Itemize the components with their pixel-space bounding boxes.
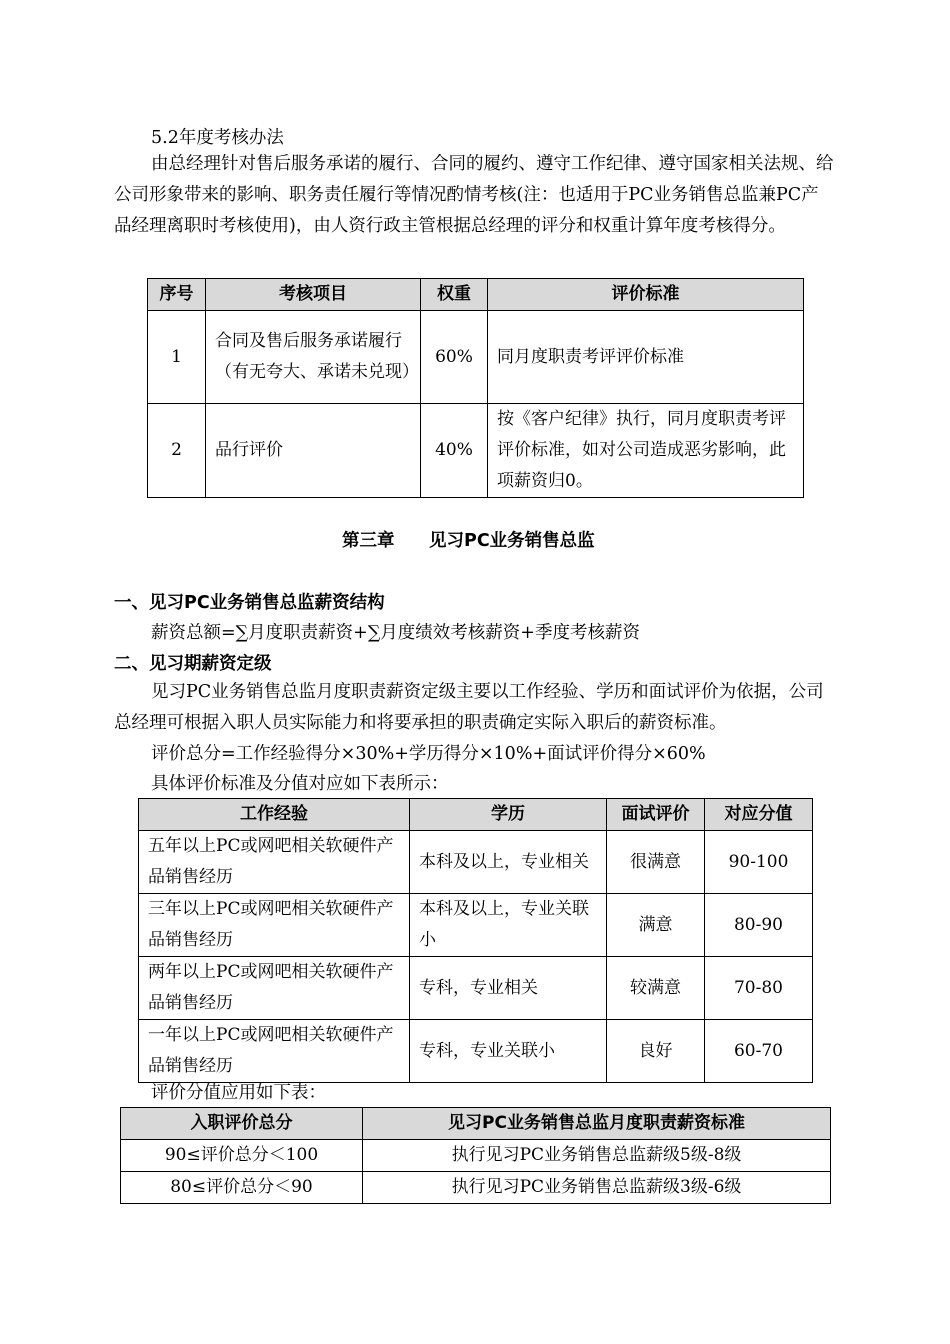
table-cell: 满意 xyxy=(607,894,705,957)
header-cell: 评价标准 xyxy=(488,279,804,311)
table-cell: 60-70 xyxy=(705,1020,813,1083)
table-cell: 一年以上PC或网吧相关软硬件产品销售经历 xyxy=(139,1020,410,1083)
section-5-2-body: 由总经理针对售后服务承诺的履行、合同的履约、遵守工作纪律、遵守国家相关法规、给公司形象带来的影响、职务责任履行等情况酌情考核(注：也适用于PC业务销售总监兼PC产品经理离职时考核使用)，由人资行政主管根据总经理的评分和权重计算年度考核得分。 xyxy=(114,154,834,236)
header-cell: 考核项目 xyxy=(206,279,421,311)
table-cell: 2 xyxy=(148,404,206,498)
header-cell: 学历 xyxy=(410,799,607,831)
header-cell: 序号 xyxy=(148,279,206,311)
table-cell: 90≤评价总分＜100 xyxy=(121,1140,363,1172)
table-header-row xyxy=(139,799,813,831)
table3-intro: 评价分值应用如下表： xyxy=(151,1083,326,1103)
table-cell: 较满意 xyxy=(607,957,705,1020)
table-cell: 两年以上PC或网吧相关软硬件产品销售经历 xyxy=(139,957,410,1020)
header-cell: 面试评价 xyxy=(607,799,705,831)
table-cell: 五年以上PC或网吧相关软硬件产品销售经历 xyxy=(139,831,410,894)
table-cell: 60% xyxy=(421,311,488,404)
table-cell: 80≤评价总分＜90 xyxy=(121,1172,363,1204)
entry-evaluation-table xyxy=(138,798,813,1083)
table-cell: 同月度职责考评评价标准 xyxy=(488,311,804,404)
table-cell: 良好 xyxy=(607,1020,705,1083)
table-cell: 专科，专业相关 xyxy=(410,957,607,1020)
table-row xyxy=(139,1020,813,1083)
table-cell: 本科及以上，专业相关 xyxy=(410,831,607,894)
table-cell: 执行见习PC业务销售总监薪级5级-8级 xyxy=(363,1140,831,1172)
header-cell: 入职评价总分 xyxy=(121,1108,363,1140)
table-row xyxy=(121,1172,831,1204)
section-1-heading: 一、见习PC业务销售总监薪资结构 xyxy=(114,593,385,613)
chapter-title: 见习PC业务销售总监 xyxy=(429,531,595,551)
table-cell: 1 xyxy=(148,311,206,404)
section-2-heading: 二、见习期薪资定级 xyxy=(114,654,272,674)
table-cell: 合同及售后服务承诺履行（有无夸大、承诺未兑现） xyxy=(206,311,421,404)
table-cell: 专科，专业关联小 xyxy=(410,1020,607,1083)
table-cell: 三年以上PC或网吧相关软硬件产品销售经历 xyxy=(139,894,410,957)
table-header-row xyxy=(148,279,804,311)
table-row xyxy=(139,957,813,1020)
score-formula: 评价总分=工作经验得分×30%+学历得分×10%+面试评价得分×60% xyxy=(151,744,706,764)
table-cell: 40% xyxy=(421,404,488,498)
table-cell: 品行评价 xyxy=(206,404,421,498)
score-application-table xyxy=(120,1107,831,1204)
header-cell: 见习PC业务销售总监月度职责薪资标准 xyxy=(363,1108,831,1140)
table-row xyxy=(139,894,813,957)
table-row xyxy=(148,404,804,498)
table-row xyxy=(148,311,804,404)
table-row xyxy=(139,831,813,894)
annual-assessment-table xyxy=(147,278,804,498)
table-cell: 很满意 xyxy=(607,831,705,894)
header-cell: 工作经验 xyxy=(139,799,410,831)
table-cell: 80-90 xyxy=(705,894,813,957)
table-cell: 70-80 xyxy=(705,957,813,1020)
table-cell: 本科及以上，专业关联小 xyxy=(410,894,607,957)
section-5-2-heading: 5.2年度考核办法 xyxy=(151,128,284,148)
table-row xyxy=(121,1140,831,1172)
table2-intro: 具体评价标准及分值对应如下表所示： xyxy=(151,774,449,794)
header-cell: 权重 xyxy=(421,279,488,311)
table-cell: 按《客户纪律》执行，同月度职责考评评价标准，如对公司造成恶劣影响，此项薪资归0。 xyxy=(488,404,804,498)
salary-formula: 薪资总额=∑月度职责薪资+∑月度绩效考核薪资+季度考核薪资 xyxy=(151,623,640,643)
section-2-body: 见习PC业务销售总监月度职责薪资定级主要以工作经验、学历和面试评价为依据，公司总经理可根据入职人员实际能力和将要承担的职责确定实际入职后的薪资标准。 xyxy=(114,682,824,733)
chapter-number: 第三章 xyxy=(342,531,395,551)
table-cell: 执行见习PC业务销售总监薪级3级-6级 xyxy=(363,1172,831,1204)
table-header-row xyxy=(121,1108,831,1140)
header-cell: 对应分值 xyxy=(705,799,813,831)
table-cell: 90-100 xyxy=(705,831,813,894)
